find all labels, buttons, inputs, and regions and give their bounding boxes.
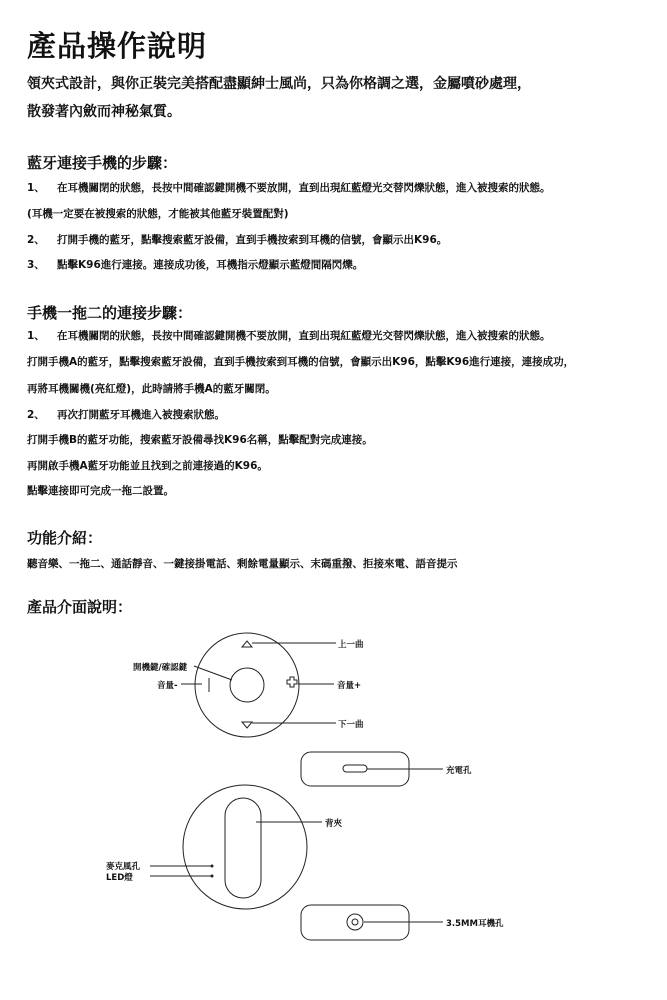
step-number: 2、 xyxy=(27,409,45,421)
label-next-track: 下一曲 xyxy=(338,720,364,730)
multi-line-5: 打開手機B的藍牙功能，搜索藍牙設備尋找K96名稱，點擊配對完成連接。 xyxy=(27,434,373,446)
prev-arrow-icon xyxy=(242,641,252,647)
led-dot xyxy=(211,875,214,878)
label-back-clip: 背夾 xyxy=(325,819,343,829)
multi-heading: 手機一拖二的連接步驟： xyxy=(27,304,193,322)
label-led: LED燈 xyxy=(106,873,133,883)
intro-line-2: 散發著內斂而神秘氣質。 xyxy=(27,104,181,120)
product-heading: 產品介面說明： xyxy=(27,598,133,616)
features-heading: 功能介紹： xyxy=(27,529,103,547)
next-arrow-icon xyxy=(242,722,252,728)
back-clip-icon xyxy=(225,798,261,898)
intro-line-1: 領夾式設計，與你正裝完美搭配盡顯紳士風尚，只為你格調之選，金屬噴砂處理， xyxy=(27,76,531,92)
multi-line-2: 打開手機A的藍牙，點擊搜索藍牙設備，直到手機按索到耳機的信號，會顯示出K96，點擊K96進行連接，連接成功， xyxy=(27,356,575,368)
step-number: 2、 xyxy=(27,234,45,246)
step-number: 1、 xyxy=(27,330,45,342)
step-text: 在耳機關閉的狀態，長按中間確認鍵開機不要放開，直到出現紅藍燈光交替閃爍狀態，進入被搜索的狀態。 xyxy=(57,182,551,194)
back-body xyxy=(183,785,307,909)
step-text: 在耳機關閉的狀態，長按中間確認鍵開機不要放開，直到出現紅藍燈光交替閃爍狀態，進入被搜索的狀態。 xyxy=(57,330,551,342)
label-prev-track: 上一曲 xyxy=(338,640,364,650)
step-number: 1、 xyxy=(27,182,45,194)
label-headphone-jack: 3.5MM耳機孔 xyxy=(446,919,504,929)
multi-line-3: 再將耳機關機(亮紅燈)，此時請將手機A的藍牙關閉。 xyxy=(27,383,276,395)
bluetooth-note: (耳機一定要在被搜索的狀態，才能被其他藍牙裝置配對) xyxy=(27,208,289,220)
step-text: 再次打開藍牙耳機進入被搜索狀態。 xyxy=(57,409,225,421)
multi-line-6: 再開啟手機A藍牙功能並且找到之前連接過的K96。 xyxy=(27,460,268,472)
label-volume-up: 音量+ xyxy=(337,681,362,691)
headphone-jack-inner xyxy=(352,919,358,925)
confirm-button xyxy=(230,668,264,702)
features-text: 聽音樂、一拖二、通話靜音、一鍵接掛電話、剩餘電量顯示、末碼重撥、拒接來電、語音提示 xyxy=(27,558,458,570)
label-power-confirm: 開機鍵/確認鍵 xyxy=(133,663,188,673)
page-title: 產品操作說明 xyxy=(27,29,208,63)
front-body xyxy=(195,633,299,737)
step-number: 3、 xyxy=(27,259,45,271)
headphone-jack-icon xyxy=(347,914,363,930)
step-text: 點擊K96進行連接。連接成功後，耳機指示燈顯示藍燈間隔閃爍。 xyxy=(57,259,364,271)
mic-dot xyxy=(211,865,214,868)
multi-line-7: 點擊連接即可完成一拖二設置。 xyxy=(27,485,174,497)
step-text: 打開手機的藍牙，點擊搜索藍牙設備，直到手機按索到耳機的信號，會顯示出K96。 xyxy=(57,234,448,246)
leader-power xyxy=(194,666,232,680)
charge-port-icon xyxy=(343,765,367,772)
label-mic-hole: 麥克風孔 xyxy=(106,862,141,872)
bluetooth-heading: 藍牙連接手機的步驟： xyxy=(27,154,178,172)
label-charging-port: 充電孔 xyxy=(446,766,472,776)
label-volume-down: 音量- xyxy=(157,681,178,691)
plus-icon xyxy=(287,677,297,687)
